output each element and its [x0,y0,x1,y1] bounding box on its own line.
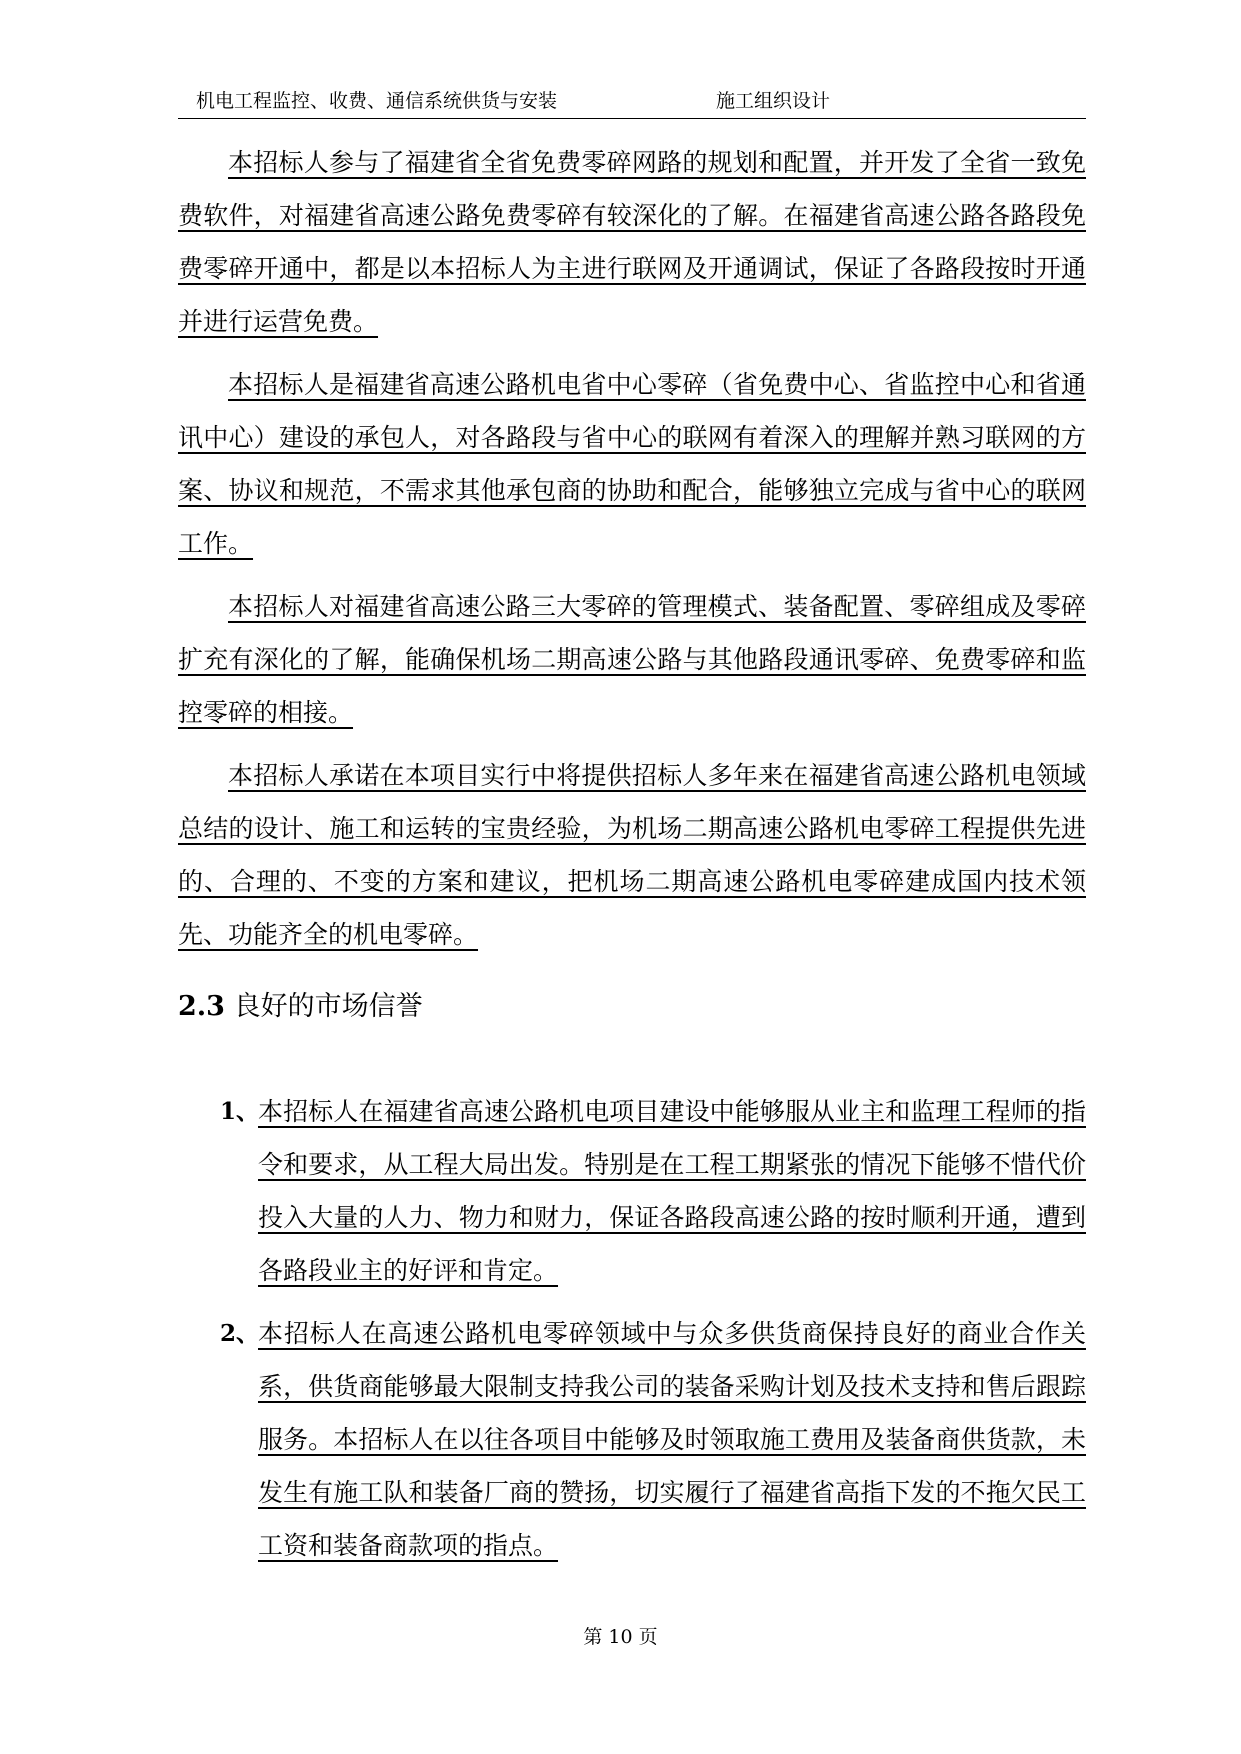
list-item-text: 本招标人在福建省高速公路机电项目建设中能够服从业主和监理工程师的指令和要求，从工程大局出发。特别是在工程工期紧张的情况下能够不惜代价投入大量的人力、物力和财力，保证各路段高速公路的按时顺利开通，遭到各路段业主的好评和肯定。 [258,1097,1086,1285]
list-item [178,1085,1086,1297]
header-project-title: 机电工程监控、收费、通信系统供货与安装 [196,90,558,112]
paragraph-3: 本招标人对福建省高速公路三大零碎的管理模式、装备配置、零碎组成及零碎扩充有深化的了解，能确保机场二期高速公路与其他路段通讯零碎、免费零碎和监控零碎的相接。 [178,592,1086,727]
list-item-text: 本招标人在高速公路机电零碎领域中与众多供货商保持良好的商业合作关系，供货商能够最大限制支持我公司的装备采购计划及技术支持和售后跟踪服务。本招标人在以往各项目中能够及时领取施工费用及装备商供货款，未发生有施工队和装备厂商的赞扬，切实履行了福建省高指下发的不拖欠民工工资和装备商款项的指点。 [258,1319,1086,1560]
section-number: 2.3 [178,991,225,1022]
list-item-number: 2、 [220,1320,260,1347]
page-number: 第 10 页 [583,1626,658,1648]
page-content [178,136,1086,1582]
section-title: 良好的市场信誉 [233,991,423,1022]
list-item [178,1307,1086,1572]
paragraph-2: 本招标人是福建省高速公路机电省中心零碎（省免费中心、省监控中心和省通讯中心）建设的承包人，对各路段与省中心的联网有着深入的理解并熟习联网的方案、协议和规范，不需求其他承包商的协助和配合，能够独立完成与省中心的联网工作。 [178,370,1086,558]
paragraph-1: 本招标人参与了福建省全省免费零碎网路的规划和配置，并开发了全省一致免费软件，对福建省高速公路免费零碎有较深化的了解。在福建省高速公路各路段免费零碎开通中，都是以本招标人为主进行联网及开通调试，保证了各路段按时开通并进行运营免费。 [178,148,1086,336]
header-document-type: 施工组织设计 [716,90,831,112]
section-heading [178,987,1086,1027]
page-header [178,84,1086,119]
list-item-number: 1、 [220,1098,260,1125]
paragraph-4: 本招标人承诺在本项目实行中将提供招标人多年来在福建省高速公路机电领域总结的设计、施工和运转的宝贵经验，为机场二期高速公路机电零碎工程提供先进的、合理的、不变的方案和建议，把机场二期高速公路机电零碎建成国内技术领先、功能齐全的机电零碎。 [178,761,1086,949]
